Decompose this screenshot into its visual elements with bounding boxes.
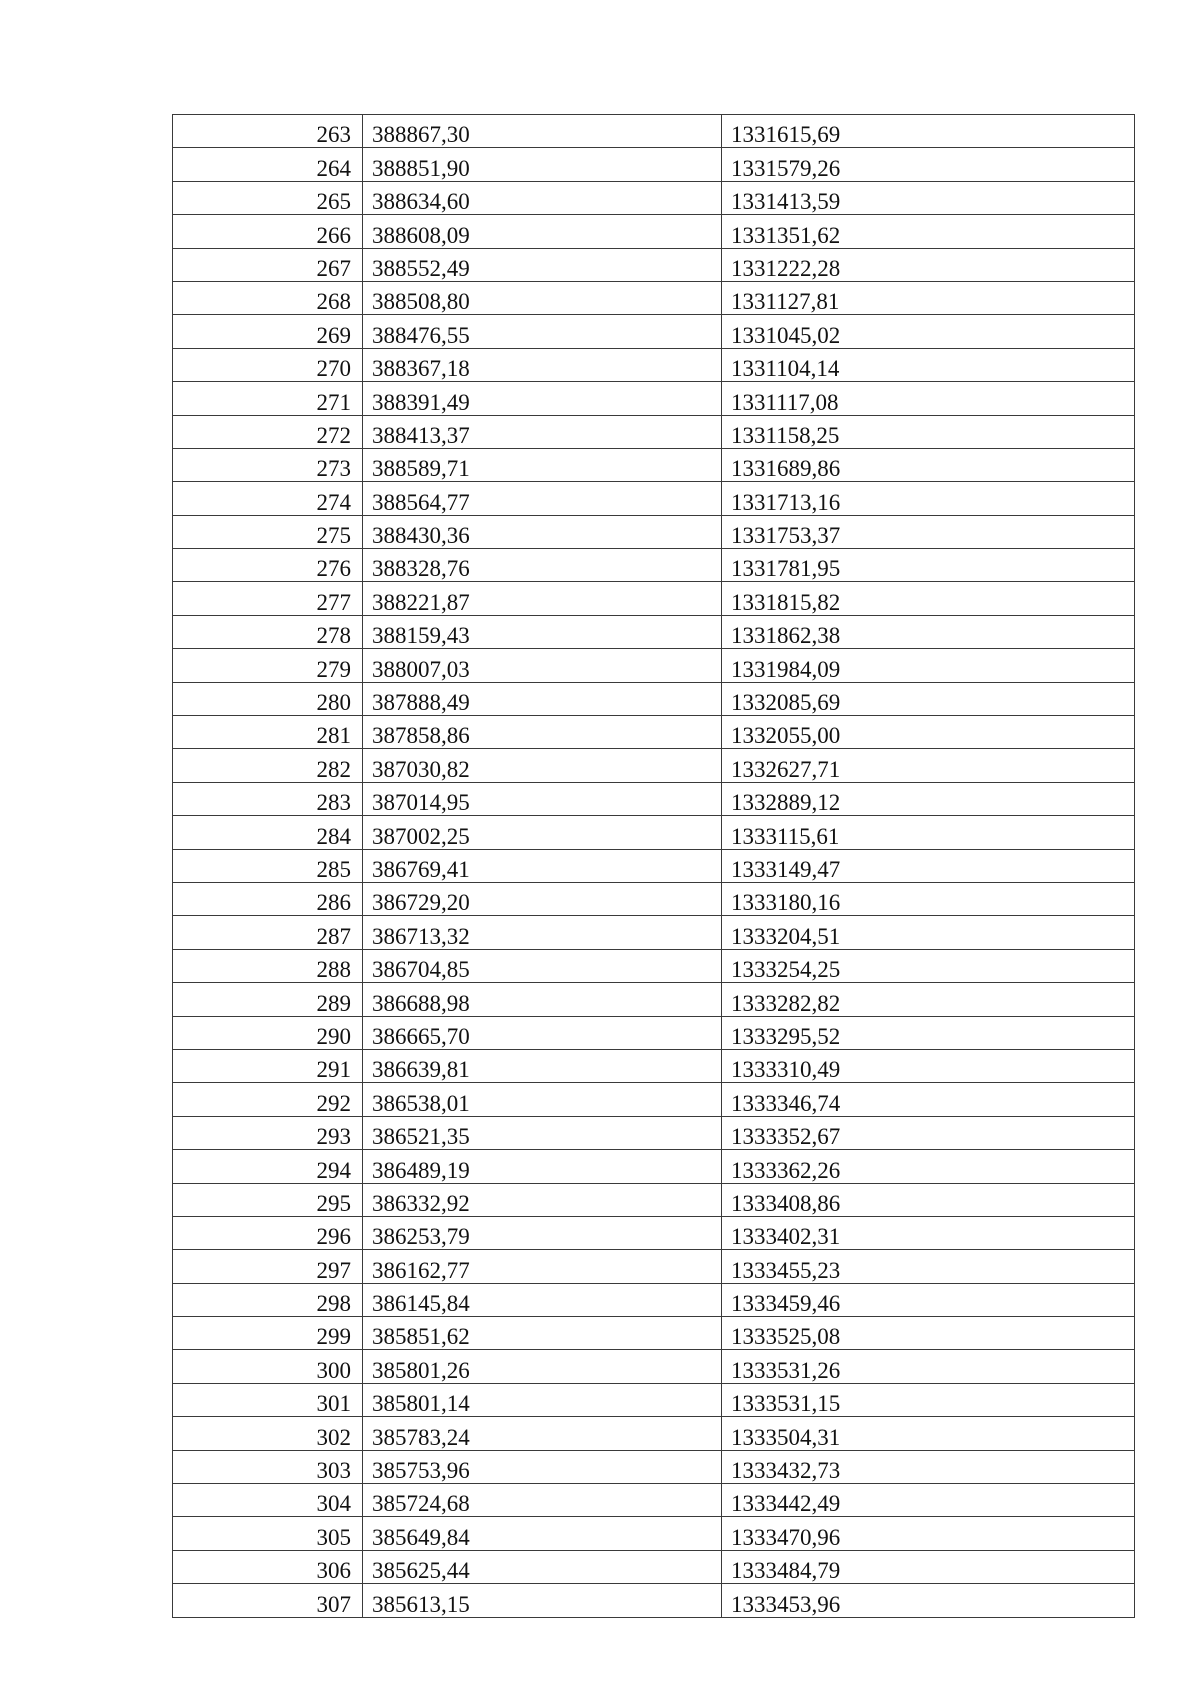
y-coordinate-cell: 1333531,15 [722,1383,1135,1416]
table-row [173,215,1135,248]
x-coordinate-cell: 388159,43 [363,615,722,648]
y-coordinate-cell: 1331158,25 [722,415,1135,448]
table-row [173,115,1135,148]
y-coordinate-cell: 1333432,73 [722,1450,1135,1483]
point-number-cell: 270 [173,348,363,381]
x-coordinate-cell: 385625,44 [363,1550,722,1583]
point-number-cell: 306 [173,1550,363,1583]
x-coordinate-cell: 388430,36 [363,515,722,548]
x-coordinate-cell: 388851,90 [363,148,722,181]
x-coordinate-cell: 387014,95 [363,782,722,815]
table-row [173,716,1135,749]
point-number-cell: 272 [173,415,363,448]
point-number-cell: 265 [173,181,363,214]
table-row [173,816,1135,849]
point-number-cell: 294 [173,1150,363,1183]
y-coordinate-cell: 1333470,96 [722,1517,1135,1550]
y-coordinate-cell: 1332627,71 [722,749,1135,782]
point-number-cell: 271 [173,382,363,415]
y-coordinate-cell: 1333459,46 [722,1283,1135,1316]
y-coordinate-cell: 1333484,79 [722,1550,1135,1583]
table-row [173,148,1135,181]
x-coordinate-cell: 388589,71 [363,448,722,481]
y-coordinate-cell: 1333408,86 [722,1183,1135,1216]
table-row [173,415,1135,448]
y-coordinate-cell: 1331222,28 [722,248,1135,281]
x-coordinate-cell: 386713,32 [363,916,722,949]
y-coordinate-cell: 1332085,69 [722,682,1135,715]
table-row [173,482,1135,515]
point-number-cell: 303 [173,1450,363,1483]
y-coordinate-cell: 1333362,26 [722,1150,1135,1183]
point-number-cell: 268 [173,281,363,314]
point-number-cell: 284 [173,816,363,849]
table-row [173,649,1135,682]
x-coordinate-cell: 386688,98 [363,983,722,1016]
table-row [173,949,1135,982]
x-coordinate-cell: 386538,01 [363,1083,722,1116]
x-coordinate-cell: 385801,14 [363,1383,722,1416]
x-coordinate-cell: 388413,37 [363,415,722,448]
point-number-cell: 304 [173,1484,363,1517]
x-coordinate-cell: 386162,77 [363,1250,722,1283]
point-number-cell: 299 [173,1317,363,1350]
point-number-cell: 292 [173,1083,363,1116]
x-coordinate-cell: 386769,41 [363,849,722,882]
table-row [173,582,1135,615]
point-number-cell: 266 [173,215,363,248]
table-row [173,281,1135,314]
table-row [173,615,1135,648]
table-row [173,782,1135,815]
y-coordinate-cell: 1331579,26 [722,148,1135,181]
point-number-cell: 289 [173,983,363,1016]
point-number-cell: 288 [173,949,363,982]
x-coordinate-cell: 386332,92 [363,1183,722,1216]
x-coordinate-cell: 386704,85 [363,949,722,982]
y-coordinate-cell: 1333295,52 [722,1016,1135,1049]
y-coordinate-cell: 1331753,37 [722,515,1135,548]
x-coordinate-cell: 388552,49 [363,248,722,281]
point-number-cell: 296 [173,1216,363,1249]
coordinates-table-body [173,115,1135,1618]
y-coordinate-cell: 1333453,96 [722,1584,1135,1617]
point-number-cell: 286 [173,882,363,915]
point-number-cell: 287 [173,916,363,949]
x-coordinate-cell: 388007,03 [363,649,722,682]
x-coordinate-cell: 387030,82 [363,749,722,782]
x-coordinate-cell: 388608,09 [363,215,722,248]
table-row [173,1317,1135,1350]
y-coordinate-cell: 1331104,14 [722,348,1135,381]
point-number-cell: 281 [173,716,363,749]
point-number-cell: 267 [173,248,363,281]
x-coordinate-cell: 388867,30 [363,115,722,148]
x-coordinate-cell: 385783,24 [363,1417,722,1450]
point-number-cell: 305 [173,1517,363,1550]
point-number-cell: 285 [173,849,363,882]
x-coordinate-cell: 385649,84 [363,1517,722,1550]
y-coordinate-cell: 1333442,49 [722,1484,1135,1517]
table-row [173,849,1135,882]
point-number-cell: 297 [173,1250,363,1283]
point-number-cell: 298 [173,1283,363,1316]
x-coordinate-cell: 386253,79 [363,1216,722,1249]
y-coordinate-cell: 1333352,67 [722,1116,1135,1149]
table-row [173,983,1135,1016]
point-number-cell: 300 [173,1350,363,1383]
table-row [173,348,1135,381]
y-coordinate-cell: 1333204,51 [722,916,1135,949]
x-coordinate-cell: 385851,62 [363,1317,722,1350]
y-coordinate-cell: 1331127,81 [722,281,1135,314]
y-coordinate-cell: 1333531,26 [722,1350,1135,1383]
y-coordinate-cell: 1331815,82 [722,582,1135,615]
point-number-cell: 280 [173,682,363,715]
point-number-cell: 273 [173,448,363,481]
point-number-cell: 282 [173,749,363,782]
x-coordinate-cell: 388391,49 [363,382,722,415]
point-number-cell: 290 [173,1016,363,1049]
table-row [173,1016,1135,1049]
table-row [173,1183,1135,1216]
x-coordinate-cell: 388508,80 [363,281,722,314]
table-row [173,1116,1135,1149]
x-coordinate-cell: 388634,60 [363,181,722,214]
x-coordinate-cell: 385753,96 [363,1450,722,1483]
x-coordinate-cell: 385724,68 [363,1484,722,1517]
x-coordinate-cell: 386665,70 [363,1016,722,1049]
y-coordinate-cell: 1333310,49 [722,1049,1135,1082]
point-number-cell: 293 [173,1116,363,1149]
point-number-cell: 276 [173,549,363,582]
table-row [173,1550,1135,1583]
table-row [173,448,1135,481]
y-coordinate-cell: 1331615,69 [722,115,1135,148]
table-row [173,1250,1135,1283]
x-coordinate-cell: 387858,86 [363,716,722,749]
y-coordinate-cell: 1331413,59 [722,181,1135,214]
y-coordinate-cell: 1333254,25 [722,949,1135,982]
x-coordinate-cell: 387002,25 [363,816,722,849]
point-number-cell: 264 [173,148,363,181]
x-coordinate-cell: 388564,77 [363,482,722,515]
x-coordinate-cell: 386521,35 [363,1116,722,1149]
y-coordinate-cell: 1333346,74 [722,1083,1135,1116]
y-coordinate-cell: 1333180,16 [722,882,1135,915]
x-coordinate-cell: 388367,18 [363,348,722,381]
x-coordinate-cell: 386729,20 [363,882,722,915]
y-coordinate-cell: 1331781,95 [722,549,1135,582]
point-number-cell: 307 [173,1584,363,1617]
table-row [173,1083,1135,1116]
table-row [173,315,1135,348]
point-number-cell: 302 [173,1417,363,1450]
x-coordinate-cell: 388476,55 [363,315,722,348]
point-number-cell: 279 [173,649,363,682]
point-number-cell: 277 [173,582,363,615]
x-coordinate-cell: 388221,87 [363,582,722,615]
table-row [173,1417,1135,1450]
table-row [173,1216,1135,1249]
point-number-cell: 274 [173,482,363,515]
coordinates-table [172,114,1135,1618]
table-row [173,1517,1135,1550]
y-coordinate-cell: 1332055,00 [722,716,1135,749]
table-row [173,181,1135,214]
table-row [173,1450,1135,1483]
y-coordinate-cell: 1333525,08 [722,1317,1135,1350]
x-coordinate-cell: 385613,15 [363,1584,722,1617]
table-row [173,916,1135,949]
y-coordinate-cell: 1333149,47 [722,849,1135,882]
point-number-cell: 283 [173,782,363,815]
table-row [173,549,1135,582]
point-number-cell: 278 [173,615,363,648]
x-coordinate-cell: 385801,26 [363,1350,722,1383]
y-coordinate-cell: 1333115,61 [722,816,1135,849]
table-row [173,749,1135,782]
table-row [173,1584,1135,1617]
y-coordinate-cell: 1331351,62 [722,215,1135,248]
y-coordinate-cell: 1333455,23 [722,1250,1135,1283]
table-row [173,1049,1135,1082]
y-coordinate-cell: 1331045,02 [722,315,1135,348]
x-coordinate-cell: 386639,81 [363,1049,722,1082]
x-coordinate-cell: 387888,49 [363,682,722,715]
x-coordinate-cell: 386489,19 [363,1150,722,1183]
point-number-cell: 269 [173,315,363,348]
table-row [173,682,1135,715]
point-number-cell: 301 [173,1383,363,1416]
point-number-cell: 295 [173,1183,363,1216]
table-row [173,515,1135,548]
y-coordinate-cell: 1331117,08 [722,382,1135,415]
y-coordinate-cell: 1331689,86 [722,448,1135,481]
y-coordinate-cell: 1332889,12 [722,782,1135,815]
table-row [173,1484,1135,1517]
table-row [173,382,1135,415]
y-coordinate-cell: 1333282,82 [722,983,1135,1016]
table-row [173,1383,1135,1416]
y-coordinate-cell: 1331862,38 [722,615,1135,648]
table-row [173,1283,1135,1316]
table-row [173,882,1135,915]
y-coordinate-cell: 1333504,31 [722,1417,1135,1450]
y-coordinate-cell: 1331984,09 [722,649,1135,682]
table-row [173,1150,1135,1183]
x-coordinate-cell: 388328,76 [363,549,722,582]
x-coordinate-cell: 386145,84 [363,1283,722,1316]
point-number-cell: 275 [173,515,363,548]
point-number-cell: 291 [173,1049,363,1082]
point-number-cell: 263 [173,115,363,148]
y-coordinate-cell: 1331713,16 [722,482,1135,515]
table-row [173,1350,1135,1383]
y-coordinate-cell: 1333402,31 [722,1216,1135,1249]
table-row [173,248,1135,281]
